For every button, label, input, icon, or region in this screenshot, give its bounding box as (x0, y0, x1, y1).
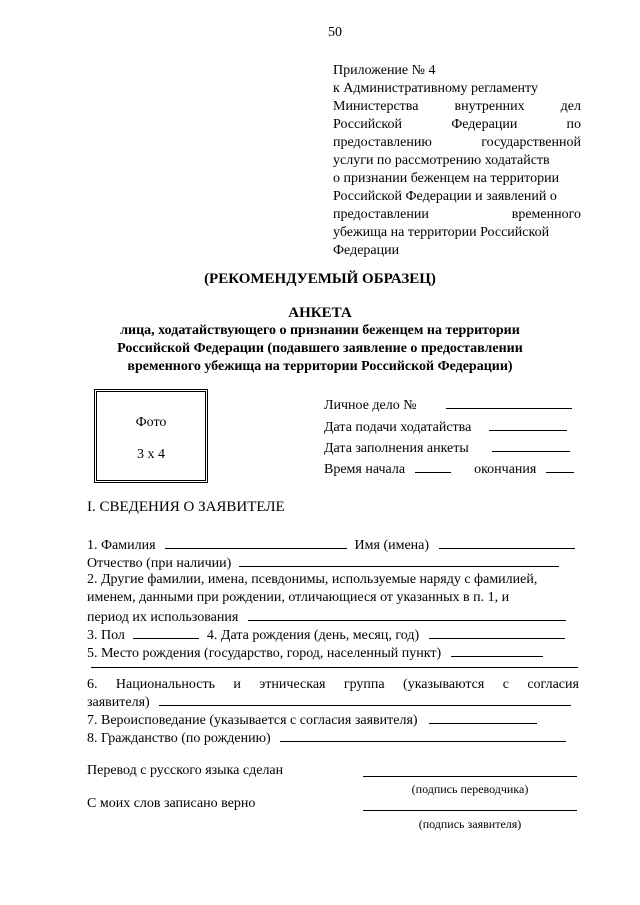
nationality-word: Национальность (115, 677, 215, 692)
birth-place-field-continued[interactable] (91, 667, 578, 668)
birth-place-row (87, 643, 543, 663)
citizenship-label: 8. Гражданство (по рождению) (87, 731, 271, 746)
other-names-line-2: именем, данными при рождении, отличающиеся от указанных в п. 1, и (87, 590, 510, 605)
nationality-word: группа (343, 677, 385, 692)
nationality-word: (указываются (403, 677, 485, 692)
other-names-label: период их использования (87, 610, 239, 625)
translator-signature-line[interactable] (363, 776, 577, 777)
appendix-line-8: Российской Федерации и заявлений о (333, 189, 557, 204)
patronymic-row (87, 553, 559, 573)
religion-label: 7. Вероисповедание (указывается с согласия заявителя) (87, 713, 418, 728)
form-subtitle-1: лица, ходатайствующего о признании беженцем на территории (120, 323, 520, 338)
appendix-line-2: к Административному регламенту (333, 81, 538, 96)
birth-date-label: 4. Дата рождения (день, месяц, год) (206, 628, 420, 643)
nationality-word: 6. (87, 677, 98, 692)
application-date-row (324, 417, 567, 437)
nationality-word: этническая (259, 677, 326, 692)
appendix-line-9 (333, 206, 581, 224)
nationality-label: заявителя) (87, 695, 150, 710)
sex-label: 3. Пол (87, 628, 125, 643)
photo-box (94, 389, 208, 483)
appendix-line-4 (333, 116, 581, 134)
page-number: 50 (328, 25, 342, 40)
appendix-line-7: о признании беженцем на территории (333, 171, 560, 186)
appendix-word: временного (511, 207, 581, 222)
appendix-word: по (566, 117, 581, 132)
fill-date-field[interactable] (492, 438, 570, 452)
appendix-word: государственной (481, 135, 581, 150)
time-row (324, 459, 574, 479)
application-date-label: Дата подачи ходатайства (324, 420, 472, 435)
time-start-field[interactable] (415, 459, 451, 473)
sample-title: (РЕКОМЕНДУЕМЫЙ ОБРАЗЕЦ) (204, 271, 436, 287)
surname-row (87, 535, 575, 555)
nationality-word: и (233, 677, 241, 692)
recorded-label: С моих слов записано верно (87, 796, 256, 811)
name-field[interactable] (439, 535, 575, 549)
appendix-word: предоставлению (333, 135, 432, 150)
appendix-word: предоставлении (333, 207, 429, 222)
photo-size: 3 х 4 (137, 447, 165, 462)
citizenship-row (87, 728, 566, 748)
translator-caption: (подпись переводчика) (411, 782, 529, 796)
surname-label: 1. Фамилия (87, 538, 156, 553)
appendix-line-3 (333, 98, 581, 116)
nationality-row (87, 692, 571, 712)
name-label: Имя (имена) (354, 538, 430, 553)
nationality-word: с (502, 677, 509, 692)
personal-file-row (324, 395, 572, 415)
appendix-word: Министерства (333, 99, 419, 114)
appendix-line-6: услуги по рассмотрению ходатайств (333, 153, 550, 168)
nationality-field[interactable] (159, 692, 571, 706)
citizenship-field[interactable] (280, 728, 566, 742)
sex-field[interactable] (133, 625, 199, 639)
appendix-line-5 (333, 134, 581, 152)
time-start-label: Время начала (324, 462, 406, 477)
appendix-word: дел (560, 99, 581, 114)
sex-birthdate-row (87, 625, 565, 645)
other-names-line-1: 2. Другие фамилии, имена, псевдонимы, используемые наряду с фамилией, (87, 572, 538, 587)
application-date-field[interactable] (489, 417, 567, 431)
appendix-line-11: Федерации (333, 243, 400, 258)
appendix-line-10: убежища на территории Российской (333, 225, 550, 240)
birth-date-field[interactable] (429, 625, 565, 639)
appendix-line-1: Приложение № 4 (333, 63, 436, 78)
time-end-field[interactable] (546, 459, 574, 473)
form-subtitle-3: временного убежища на территории Российской Федерации) (127, 359, 513, 374)
appendix-word: Российской (333, 117, 402, 132)
form-title: АНКЕТА (288, 305, 352, 321)
applicant-caption: (подпись заявителя) (418, 817, 522, 831)
appendix-word: внутренних (454, 99, 525, 114)
applicant-signature-line[interactable] (363, 810, 577, 811)
fill-date-label: Дата заполнения анкеты (324, 441, 469, 456)
religion-row (87, 710, 537, 730)
section-title: I. СВЕДЕНИЯ О ЗАЯВИТЕЛЕ (87, 499, 285, 515)
surname-field[interactable] (165, 535, 347, 549)
other-names-field[interactable] (248, 607, 566, 621)
form-subtitle-2: Российской Федерации (подавшего заявление о предоставлении (117, 341, 523, 356)
photo-label: Фото (135, 415, 167, 430)
time-end-label: окончания (474, 462, 537, 477)
religion-field[interactable] (429, 710, 537, 724)
birth-place-label: 5. Место рождения (государство, город, населенный пункт) (87, 646, 442, 661)
translation-label: Перевод с русского языка сделан (87, 763, 284, 778)
fill-date-row (324, 438, 570, 458)
birth-place-field[interactable] (451, 643, 543, 657)
patronymic-field[interactable] (239, 553, 559, 567)
patronymic-label: Отчество (при наличии) (87, 556, 232, 571)
personal-file-label: Личное дело № (324, 398, 417, 413)
appendix-word: Федерации (451, 117, 518, 132)
other-names-row (87, 607, 566, 627)
nationality-word: согласия (527, 677, 579, 692)
personal-file-field[interactable] (446, 395, 572, 409)
